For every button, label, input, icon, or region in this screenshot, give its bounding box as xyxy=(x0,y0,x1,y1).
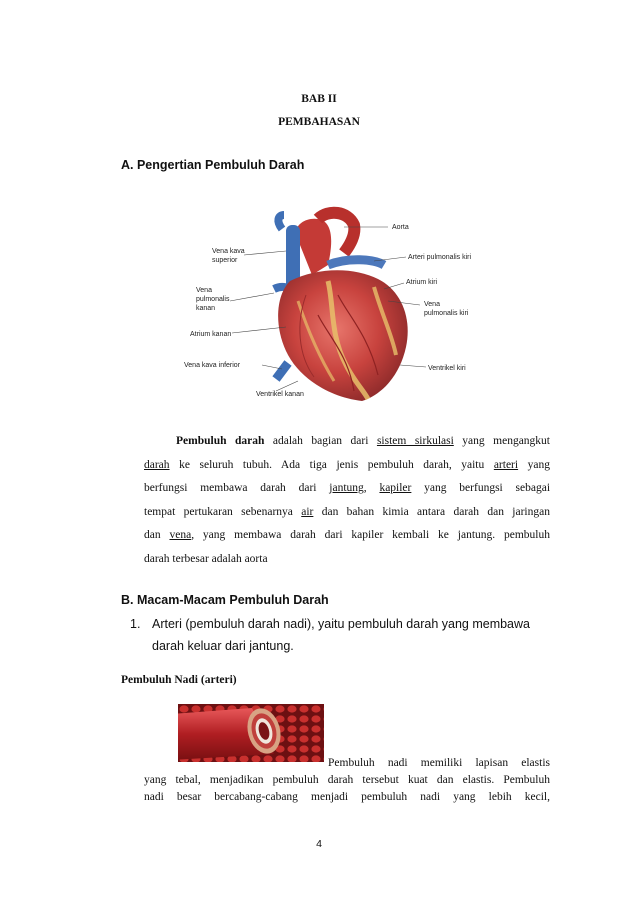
text: dan xyxy=(144,529,170,541)
paragraph-line xyxy=(144,430,550,454)
section-b-heading: B. Macam-Macam Pembuluh Darah xyxy=(121,593,329,607)
paragraph-definition xyxy=(144,430,550,571)
label-vena-pulmonalis-kiri-2: pulmonalis kiri xyxy=(424,310,469,317)
artery-paragraph-line1 xyxy=(328,755,550,772)
text: ke seluruh tubuh. Ada tiga jenis pembuluh darah, yaitu xyxy=(169,458,494,471)
artery-image xyxy=(178,704,324,762)
label-vena-pulmonalis-kanan-1: Vena xyxy=(196,287,212,294)
label-aorta: Aorta xyxy=(392,224,409,231)
paragraph-line xyxy=(144,501,550,525)
heart-figure xyxy=(178,205,478,405)
chapter-title: PEMBAHASAN xyxy=(278,116,360,128)
label-atrium-kanan: Atrium kanan xyxy=(190,331,232,338)
paragraph-line xyxy=(144,524,550,548)
section-a-heading: A. Pengertian Pembuluh Darah xyxy=(121,158,305,172)
chapter-number: BAB II xyxy=(301,93,337,105)
text: , yang membawa darah dari kapiler kembali ke jantung. pembuluh xyxy=(191,529,550,541)
text: , xyxy=(363,482,380,494)
label-arteri-pulmonalis-kiri: Arteri pulmonalis kiri xyxy=(408,254,472,261)
link-arteri[interactable]: arteri xyxy=(493,458,519,471)
text: adalah bagian dari xyxy=(264,435,377,447)
page-number: 4 xyxy=(316,838,322,850)
term-pembuluh-darah: Pembuluh darah xyxy=(176,435,265,447)
paragraph-line: nadi besar bercabang-cabang menjadi pembuluh nadi yang lebih kecil, xyxy=(144,791,550,803)
text: dan bahan kimia antara darah dan jaringan xyxy=(313,505,550,518)
link-jantung[interactable]: jantung xyxy=(329,482,364,494)
artery-paragraph xyxy=(144,772,550,806)
artery-illustration xyxy=(178,704,324,762)
paragraph-line: darah terbesar adalah aorta xyxy=(144,552,268,565)
paragraph-line: Pembuluh nadi memiliki lapisan elastis xyxy=(328,757,550,769)
list-line: darah keluar dari jantung. xyxy=(152,639,294,653)
label-ventrikel-kiri: Ventrikel kiri xyxy=(428,365,466,372)
link-darah[interactable]: darah xyxy=(144,458,170,471)
label-ventrikel-kanan: Ventrikel kanan xyxy=(256,391,304,398)
link-vena[interactable]: vena xyxy=(169,529,192,541)
label-vena-kava-superior-2: superior xyxy=(212,257,238,264)
heart-illustration xyxy=(178,205,478,405)
text: tempat pertukaran sebenarnya xyxy=(144,505,302,518)
label-vena-pulmonalis-kiri-1: Vena xyxy=(424,301,440,308)
link-air[interactable]: air xyxy=(301,505,314,518)
link-sistem-sirkulasi[interactable]: sistem sirkulasi xyxy=(376,435,454,447)
label-vena-pulmonalis-kanan-3: kanan xyxy=(196,305,216,312)
text: yang xyxy=(518,458,551,471)
label-vena-kava-inferior: Vena kava inferior xyxy=(184,362,241,369)
subheading-pembuluh-nadi: Pembuluh Nadi (arteri) xyxy=(121,674,237,686)
paragraph-line xyxy=(144,454,550,478)
label-atrium-kiri: Atrium kiri xyxy=(406,279,438,286)
list-item-arteri xyxy=(152,613,552,657)
label-vena-pulmonalis-kanan-2: pulmonalis xyxy=(196,296,230,303)
text: yang berfungsi sebagai xyxy=(411,482,551,494)
list-line: Arteri (pembuluh darah nadi), yaitu pembuluh darah yang membawa xyxy=(152,617,530,631)
list-number: 1. xyxy=(130,617,141,631)
link-kapiler[interactable]: kapiler xyxy=(379,482,412,494)
label-vena-kava-superior-1: Vena kava xyxy=(212,248,245,255)
text: yang mengangkut xyxy=(453,435,550,447)
text: berfungsi membawa darah dari xyxy=(144,482,330,494)
paragraph-line: yang tebal, menjadikan pembuluh darah tersebut kuat dan elastis. Pembuluh xyxy=(144,774,550,786)
paragraph-line xyxy=(144,477,550,501)
